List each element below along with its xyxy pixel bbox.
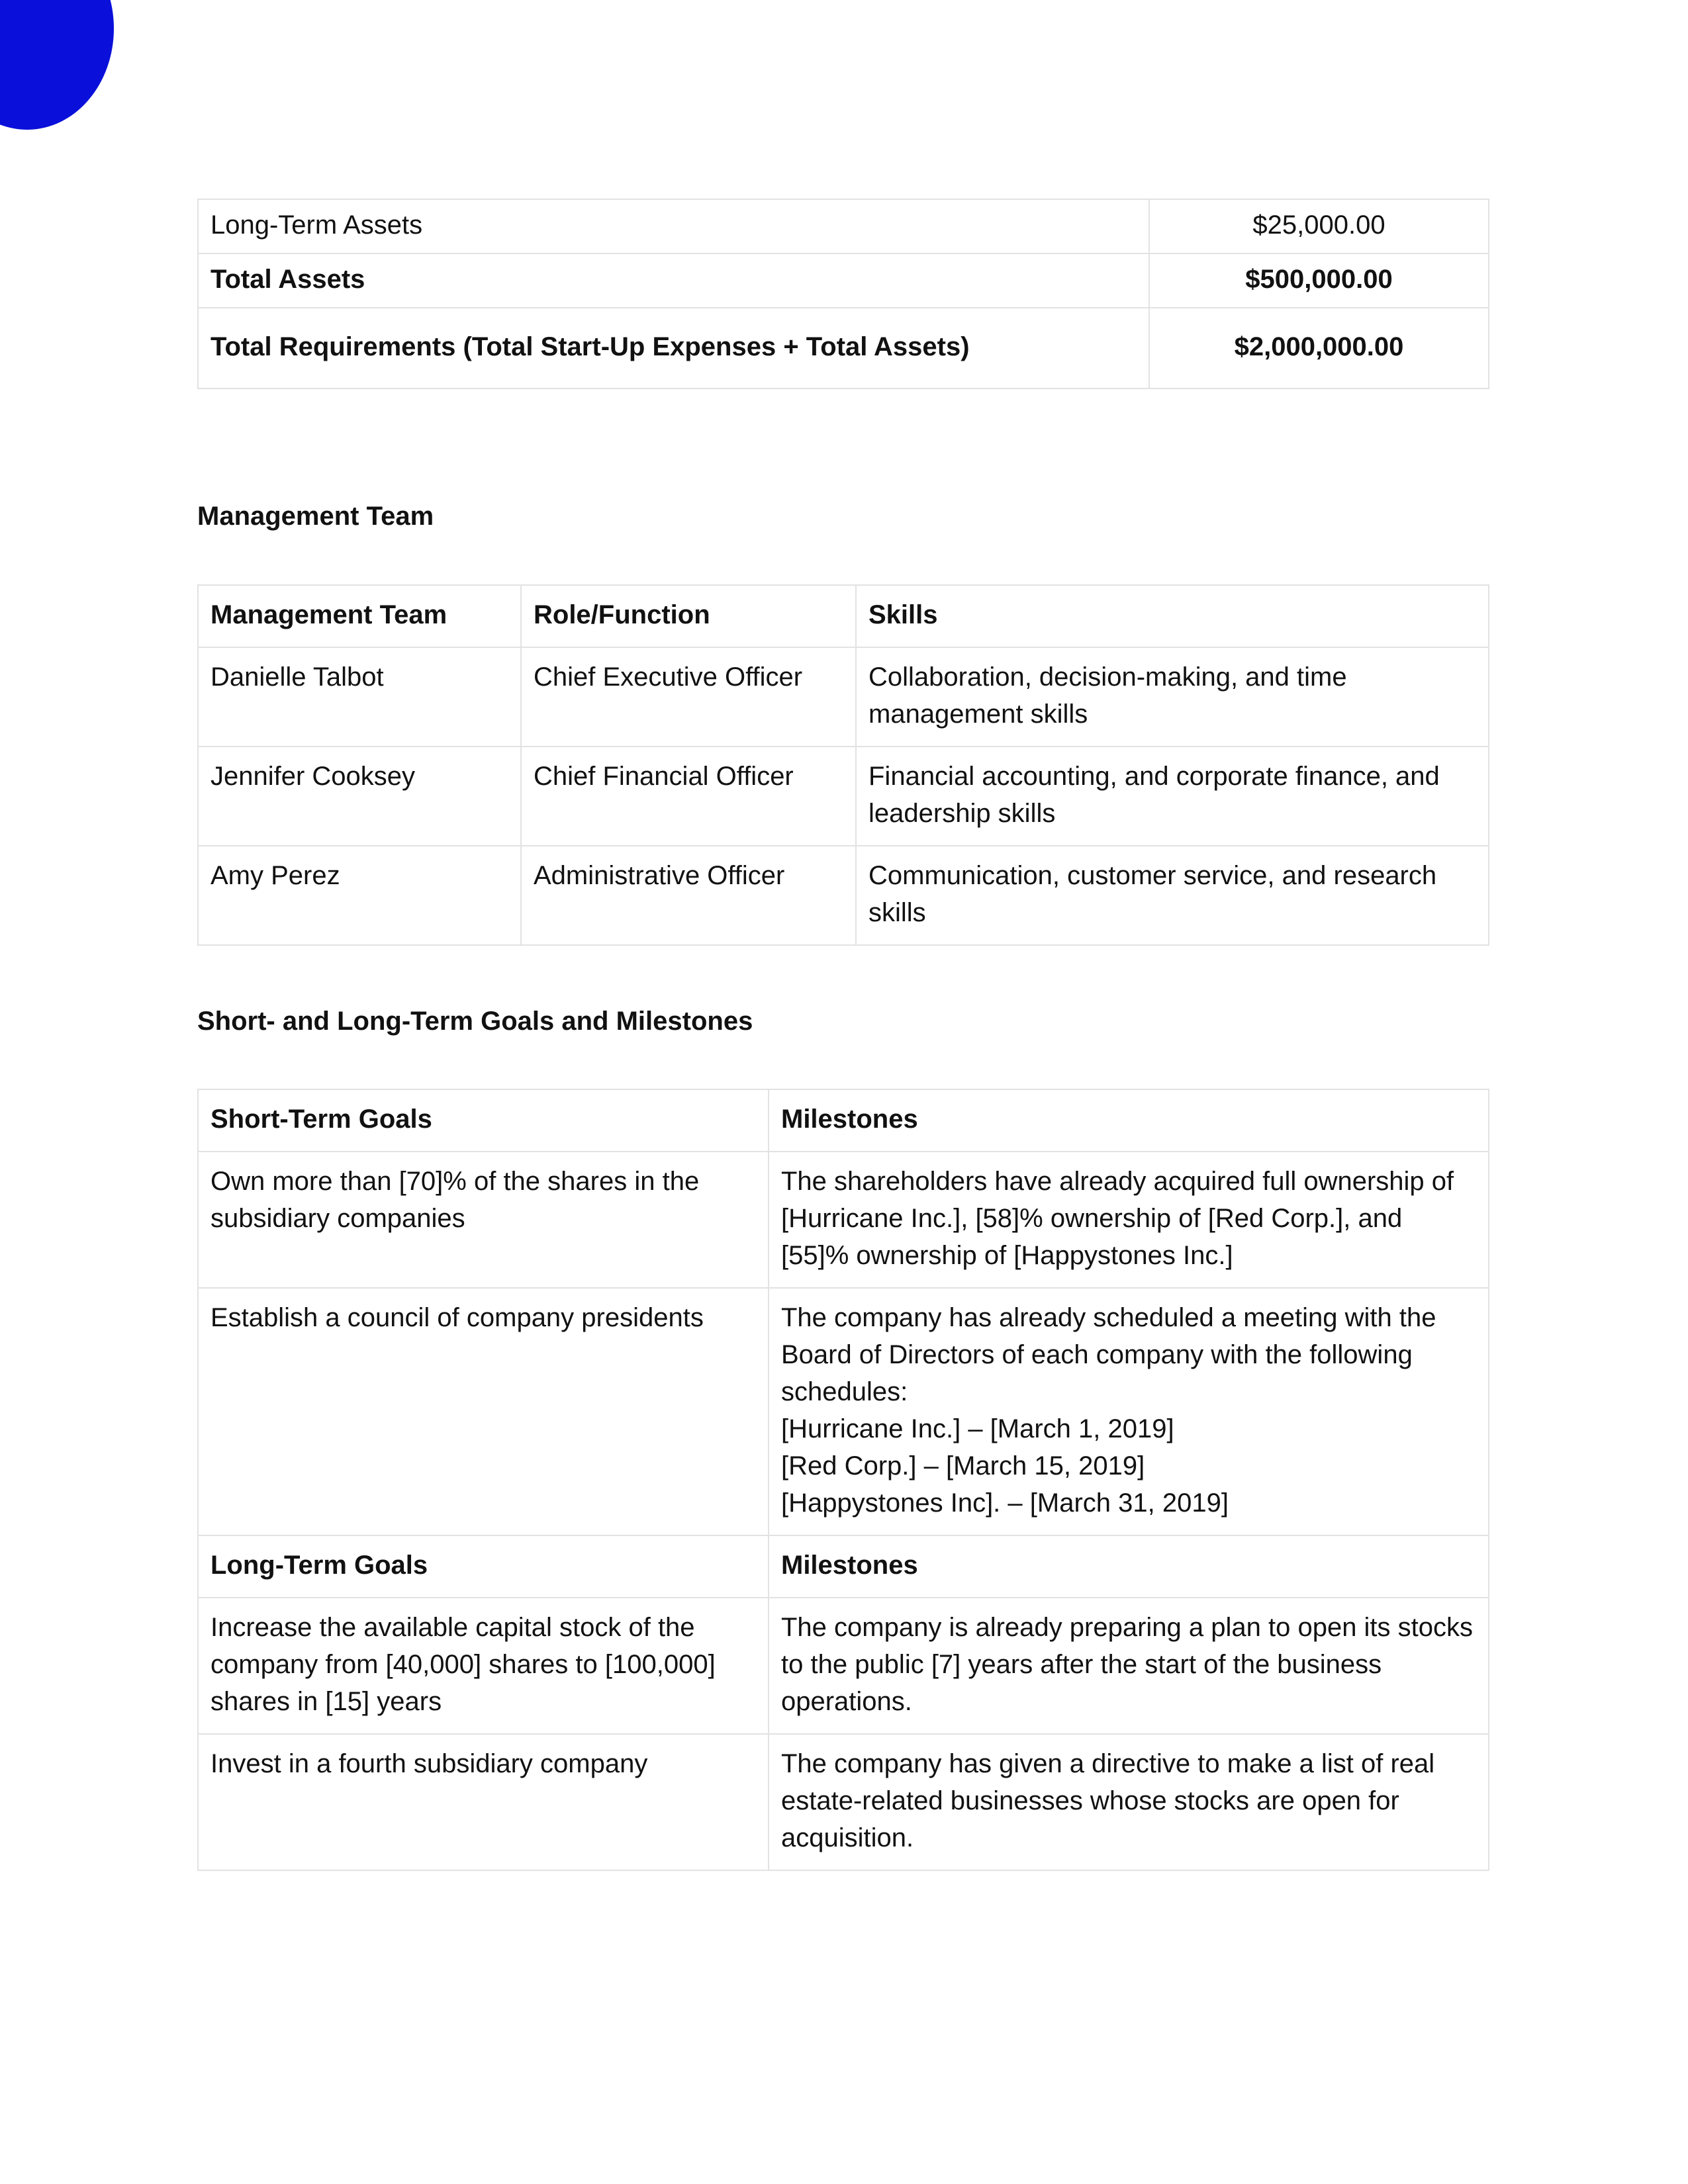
asset-value: $2,000,000.00: [1149, 308, 1489, 388]
asset-label: Total Assets: [198, 253, 1149, 308]
table-row: [198, 647, 1489, 747]
table-header-row: [198, 585, 1489, 647]
asset-label: Total Requirements (Total Start-Up Expenses + Total Assets): [198, 308, 1149, 388]
table-row: [198, 747, 1489, 846]
goals-milestones-table: [197, 1089, 1489, 1871]
table-row: [198, 253, 1489, 308]
asset-label: Long-Term Assets: [198, 199, 1149, 253]
table-header-row: [198, 1089, 1489, 1152]
table-row: [198, 1152, 1489, 1288]
member-name: Amy Perez: [198, 846, 521, 945]
asset-value: $500,000.00: [1149, 253, 1489, 308]
milestone-cell: The shareholders have already acquired full ownership of [Hurricane Inc.], [58]% ownership of [Red Corp.], and [55]% ownership of [Happystones Inc.]: [769, 1152, 1489, 1288]
member-skills: Communication, customer service, and research skills: [856, 846, 1489, 945]
table-header-row: [198, 1535, 1489, 1598]
goal-cell: Own more than [70]% of the shares in the subsidiary companies: [198, 1152, 769, 1288]
goal-cell: Establish a council of company presidents: [198, 1288, 769, 1535]
member-role: Administrative Officer: [521, 846, 856, 945]
member-skills: Financial accounting, and corporate finance, and leadership skills: [856, 747, 1489, 846]
member-role: Chief Executive Officer: [521, 647, 856, 747]
member-role: Chief Financial Officer: [521, 747, 856, 846]
table-row: [198, 308, 1489, 388]
table-row: [198, 1734, 1489, 1870]
management-team-table: [197, 584, 1489, 946]
column-header: Management Team: [198, 585, 521, 647]
goal-cell: Invest in a fourth subsidiary company: [198, 1734, 769, 1870]
milestone-cell: The company has already scheduled a meeting with the Board of Directors of each company with the following schedules: [Hurricane Inc.] – [March 1, 2019] [Red Corp.] – [March 15, 2019] [Happystones Inc]. – [March 31, 2019]: [769, 1288, 1489, 1535]
member-skills: Collaboration, decision-making, and time management skills: [856, 647, 1489, 747]
milestone-cell: The company is already preparing a plan to open its stocks to the public [7] years after the start of the business operations.: [769, 1598, 1489, 1734]
member-name: Jennifer Cooksey: [198, 747, 521, 846]
column-header: Short-Term Goals: [198, 1089, 769, 1152]
member-name: Danielle Talbot: [198, 647, 521, 747]
column-header: Milestones: [769, 1089, 1489, 1152]
table-row: [198, 199, 1489, 253]
goal-cell: Increase the available capital stock of the company from [40,000] shares to [100,000] shares in [15] years: [198, 1598, 769, 1734]
table-row: [198, 1598, 1489, 1734]
asset-value: $25,000.00: [1149, 199, 1489, 253]
goals-heading: Short- and Long-Term Goals and Milestones: [197, 1007, 753, 1036]
management-team-heading: Management Team: [197, 502, 434, 531]
column-header: Role/Function: [521, 585, 856, 647]
table-row: [198, 846, 1489, 945]
column-header: Milestones: [769, 1535, 1489, 1598]
column-header: Long-Term Goals: [198, 1535, 769, 1598]
assets-summary-table: [197, 199, 1489, 389]
milestone-cell: The company has given a directive to make a list of real estate-related businesses whose stocks are open for acquisition.: [769, 1734, 1489, 1870]
column-header: Skills: [856, 585, 1489, 647]
table-row: [198, 1288, 1489, 1535]
corner-decoration: [0, 0, 114, 130]
